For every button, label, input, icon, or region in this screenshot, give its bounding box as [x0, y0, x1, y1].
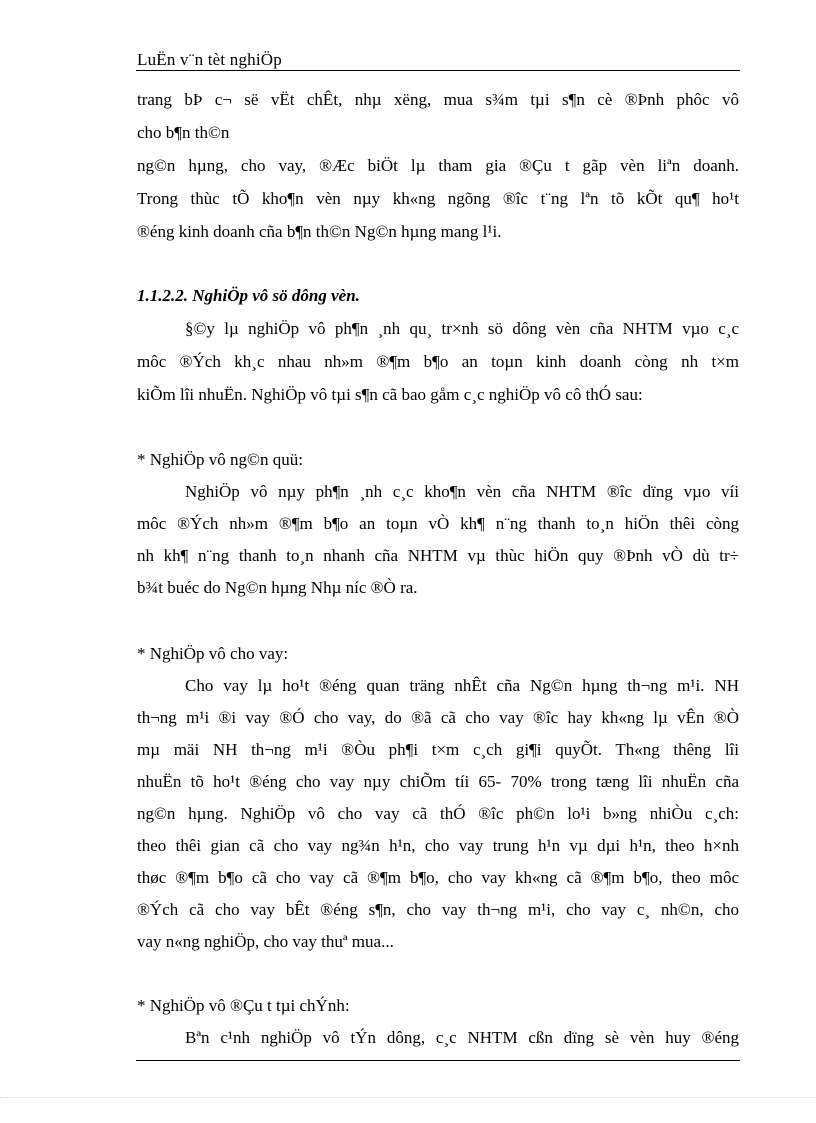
- text-line: th¬ng m¹i ®i vay ®Ó cho vay, do ®ã cã cho vay ®îc hay kh«ng lµ vÊn ®Ò: [137, 708, 739, 727]
- text-line: nh kh¶ n¨ng thanh to¸n nhanh cña NHTM vµ thùc hiÖn quy ®Þnh vÒ dù tr÷: [137, 546, 739, 565]
- item-title: * NghiÖp vô ®Çu t tµi chÝnh:: [137, 996, 350, 1015]
- text-line: theo thêi gian cã cho vay ng¾n h¹n, cho vay trung h¹n vµ dµi h¹n, theo h×nh: [137, 836, 739, 855]
- text-line: môc ®Ých kh¸c nhau nh»m ®¶m b¶o an toµn kinh doanh còng nh t×m: [137, 352, 739, 371]
- text-line: Cho vay lµ ho¹t ®éng quan träng nhÊt cña Ng©n hµng th¬ng m¹i. NH: [185, 676, 739, 695]
- text-line: Bªn c¹nh nghiÖp vô tÝn dông, c¸c NHTM cßn dïng sè vèn huy ®éng: [185, 1028, 739, 1047]
- text-line: thøc ®¶m b¶o cã cho vay cã ®¶m b¶o, cho vay kh«ng cã ®¶m b¶o, theo môc: [137, 868, 739, 887]
- text-line: ®Ých cã cho vay bÊt ®éng s¶n, cho vay th¬ng m¹i, cho vay c¸ nh©n, cho: [137, 900, 739, 919]
- text-line: ng©n hµng, cho vay, ®Æc biÖt lµ tham gia ®Çu t gãp vèn liªn doanh.: [137, 156, 739, 175]
- text-line: NghiÖp vô nµy ph¶n ¸nh c¸c kho¶n vèn cña NHTM ®îc dïng vµo víi: [185, 482, 739, 501]
- text-line: ®éng kinh doanh cña b¶n th©n Ng©n hµng mang l¹i.: [137, 222, 502, 241]
- text-line: Trong thùc tÕ kho¶n vèn nµy kh«ng ngõng ®îc t¨ng lªn tõ kÕt qu¶ ho¹t: [137, 189, 739, 208]
- running-header: LuËn v¨n tèt nghiÖp: [137, 50, 282, 69]
- text-line: b¾t buéc do Ng©n hµng Nhµ níc ®Ò ra.: [137, 578, 418, 597]
- text-line: vay n«ng nghiÖp, cho vay thuª mua...: [137, 932, 394, 951]
- item-title: * NghiÖp vô cho vay:: [137, 644, 289, 663]
- item-title: * NghiÖp vô ng©n quü:: [137, 450, 303, 469]
- text-line: nhuËn tõ ho¹t ®éng cho vay nµy chiÕm tíi 65- 70% trong tæng lîi nhuËn cña: [137, 772, 739, 791]
- text-line: môc ®Ých nh»m ®¶m b¶o an toµn vÒ kh¶ n¨ng thanh to¸n hiÖn thêi còng: [137, 514, 739, 533]
- header-rule: [136, 70, 740, 71]
- footer-rule: [136, 1060, 740, 1061]
- page-edge: [0, 1097, 816, 1098]
- text-line: kiÕm lîi nhuËn. NghiÖp vô tµi s¶n cã bao gåm c¸c nghiÖp vô cô thÓ sau:: [137, 385, 643, 404]
- text-line: cho b¶n th©n: [137, 123, 230, 142]
- text-line: trang bÞ c¬ së vËt chÊt, nhµ xëng, mua s¾m tµi s¶n cè ®Þnh phôc vô: [137, 90, 739, 109]
- text-line: ng©n hµng. NghiÖp vô cho vay cã thÓ ®îc ph©n lo¹i b»ng nhiÒu c¸ch:: [137, 804, 739, 823]
- text-line: mµ mäi NH th¬ng m¹i ®Òu ph¶i t×m c¸ch gi¶i quyÕt. Th«ng thêng lîi: [137, 740, 739, 759]
- text-line: §©y lµ nghiÖp vô ph¶n ¸nh qu¸ tr×nh sö dông vèn cña NHTM vµo c¸c: [185, 319, 739, 338]
- section-heading: 1.1.2.2. NghiÖp vô sö dông vèn.: [137, 286, 360, 305]
